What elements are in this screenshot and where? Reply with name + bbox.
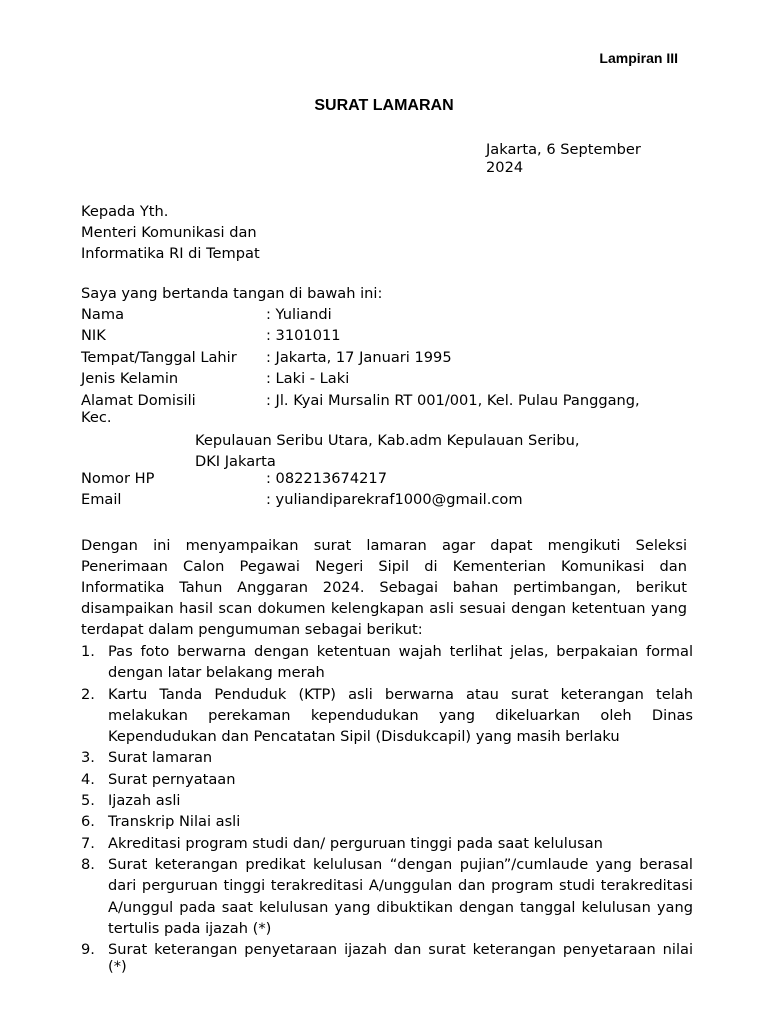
list-item xyxy=(81,811,693,832)
list-item xyxy=(81,769,693,790)
list-item xyxy=(81,854,693,939)
field-value: : yuliandiparekraf1000@gmail.com xyxy=(266,491,523,509)
field-row-birth xyxy=(81,349,701,370)
list-item xyxy=(81,941,693,975)
field-value: : Yuliandi xyxy=(266,306,332,323)
list-item xyxy=(81,684,693,748)
field-row-gender xyxy=(81,370,701,391)
list-text: Ijazah asli xyxy=(108,792,181,810)
list-number: 2. xyxy=(81,685,95,703)
applicant-fields xyxy=(81,306,701,428)
list-text: Kartu Tanda Penduduk (KTP) asli berwarna atau surat keterangan telah melakukan perekaman kependudukan yang dikeluarkan oleh Dinas Kependudukan dan Pencatatan Sipil (Disdukcapil) yang masih berlaku xyxy=(108,685,693,746)
list-number: 7. xyxy=(81,834,95,852)
field-row-name xyxy=(81,306,701,327)
field-label: NIK xyxy=(81,327,106,345)
list-text: Pas foto berwarna dengan ketentuan wajah terlihat jelas, berpakaian formal dengan latar belakang merah xyxy=(108,643,693,682)
recipient-block xyxy=(81,201,260,264)
address-value-line2: Kepulauan Seribu Utara, Kab.adm Kepulauan Seribu, xyxy=(195,432,580,449)
place-date xyxy=(486,141,676,177)
address-label-line1: Alamat Domisili xyxy=(81,391,196,409)
list-item xyxy=(81,790,693,811)
field-value: : 3101011 xyxy=(266,327,341,345)
recipient-line: Informatika RI di Tempat xyxy=(81,245,260,262)
list-number: 5. xyxy=(81,792,95,810)
list-item xyxy=(81,747,693,768)
contact-fields xyxy=(81,470,701,513)
list-text: Surat lamaran xyxy=(108,749,213,767)
address-value-line3: DKI Jakarta xyxy=(195,453,276,470)
address-label-line2: Kec. xyxy=(81,408,112,426)
field-value: : Laki - Laki xyxy=(266,370,350,388)
field-label: Tempat/Tanggal Lahir xyxy=(81,348,237,366)
document-list xyxy=(81,641,693,975)
list-number: 1. xyxy=(81,643,95,660)
list-text: Surat keterangan predikat kelulusan “dengan pujian”/cumlaude yang berasal dari perguruan tinggi terakreditasi A/unggulan dan program studi terakreditasi A/unggul pada saat kelulusan yang dibuktikan dengan tanggal kelulusan yang tertulis pada ijazah (*) xyxy=(108,855,693,937)
field-value: : 082213674217 xyxy=(266,470,387,487)
list-item xyxy=(81,833,693,854)
list-number: 3. xyxy=(81,749,95,767)
list-number: 4. xyxy=(81,770,95,788)
document-title: SURAT LAMARAN xyxy=(314,97,454,114)
field-row-phone xyxy=(81,470,701,491)
list-item xyxy=(81,641,693,684)
recipient-line: Kepada Yth. xyxy=(81,203,169,220)
field-row-address xyxy=(81,392,701,428)
intro-text: Saya yang bertanda tangan di bawah ini: xyxy=(81,285,383,302)
list-number: 8. xyxy=(81,855,95,873)
list-text: Transkrip Nilai asli xyxy=(108,813,241,831)
field-row-email xyxy=(81,491,701,512)
field-label: Nama xyxy=(81,306,125,323)
list-text: Surat keterangan penyetaraan ijazah dan surat keterangan penyetaraan nilai (*) xyxy=(108,941,693,976)
field-label: Email xyxy=(81,491,122,509)
attachment-label: Lampiran III xyxy=(599,50,678,66)
list-text: Surat pernyataan xyxy=(108,770,236,788)
address-continuation xyxy=(195,430,580,472)
recipient-line: Menteri Komunikasi dan xyxy=(81,224,257,241)
field-label: Nomor HP xyxy=(81,470,155,487)
field-label: Jenis Kelamin xyxy=(81,370,179,388)
list-text: Akreditasi program studi dan/ perguruan tinggi pada saat kelulusan xyxy=(108,834,603,852)
place-date-line2: 2024 xyxy=(486,159,524,176)
list-number: 6. xyxy=(81,813,95,831)
address-value-line1: : Jl. Kyai Mursalin RT 001/001, Kel. Pulau Panggang, xyxy=(266,391,640,409)
field-label xyxy=(81,392,196,426)
list-number: 9. xyxy=(81,941,95,959)
body-paragraph: Dengan ini menyampaikan surat lamaran agar dapat mengikuti Seleksi Penerimaan Calon Pegawai Negeri Sipil di Kementerian Komunikasi dan Informatika Tahun Anggaran 2024. Sebagai bahan pertimbangan, berikut disampaikan hasil scan dokumen kelengkapan asli sesuai dengan ketentuan yang terdapat dalam pengumuman sebagai berikut: xyxy=(81,537,687,638)
field-row-nik xyxy=(81,327,701,348)
field-value: : Jakarta, 17 Januari 1995 xyxy=(266,348,452,366)
place-date-line1: Jakarta, 6 September xyxy=(486,141,641,158)
